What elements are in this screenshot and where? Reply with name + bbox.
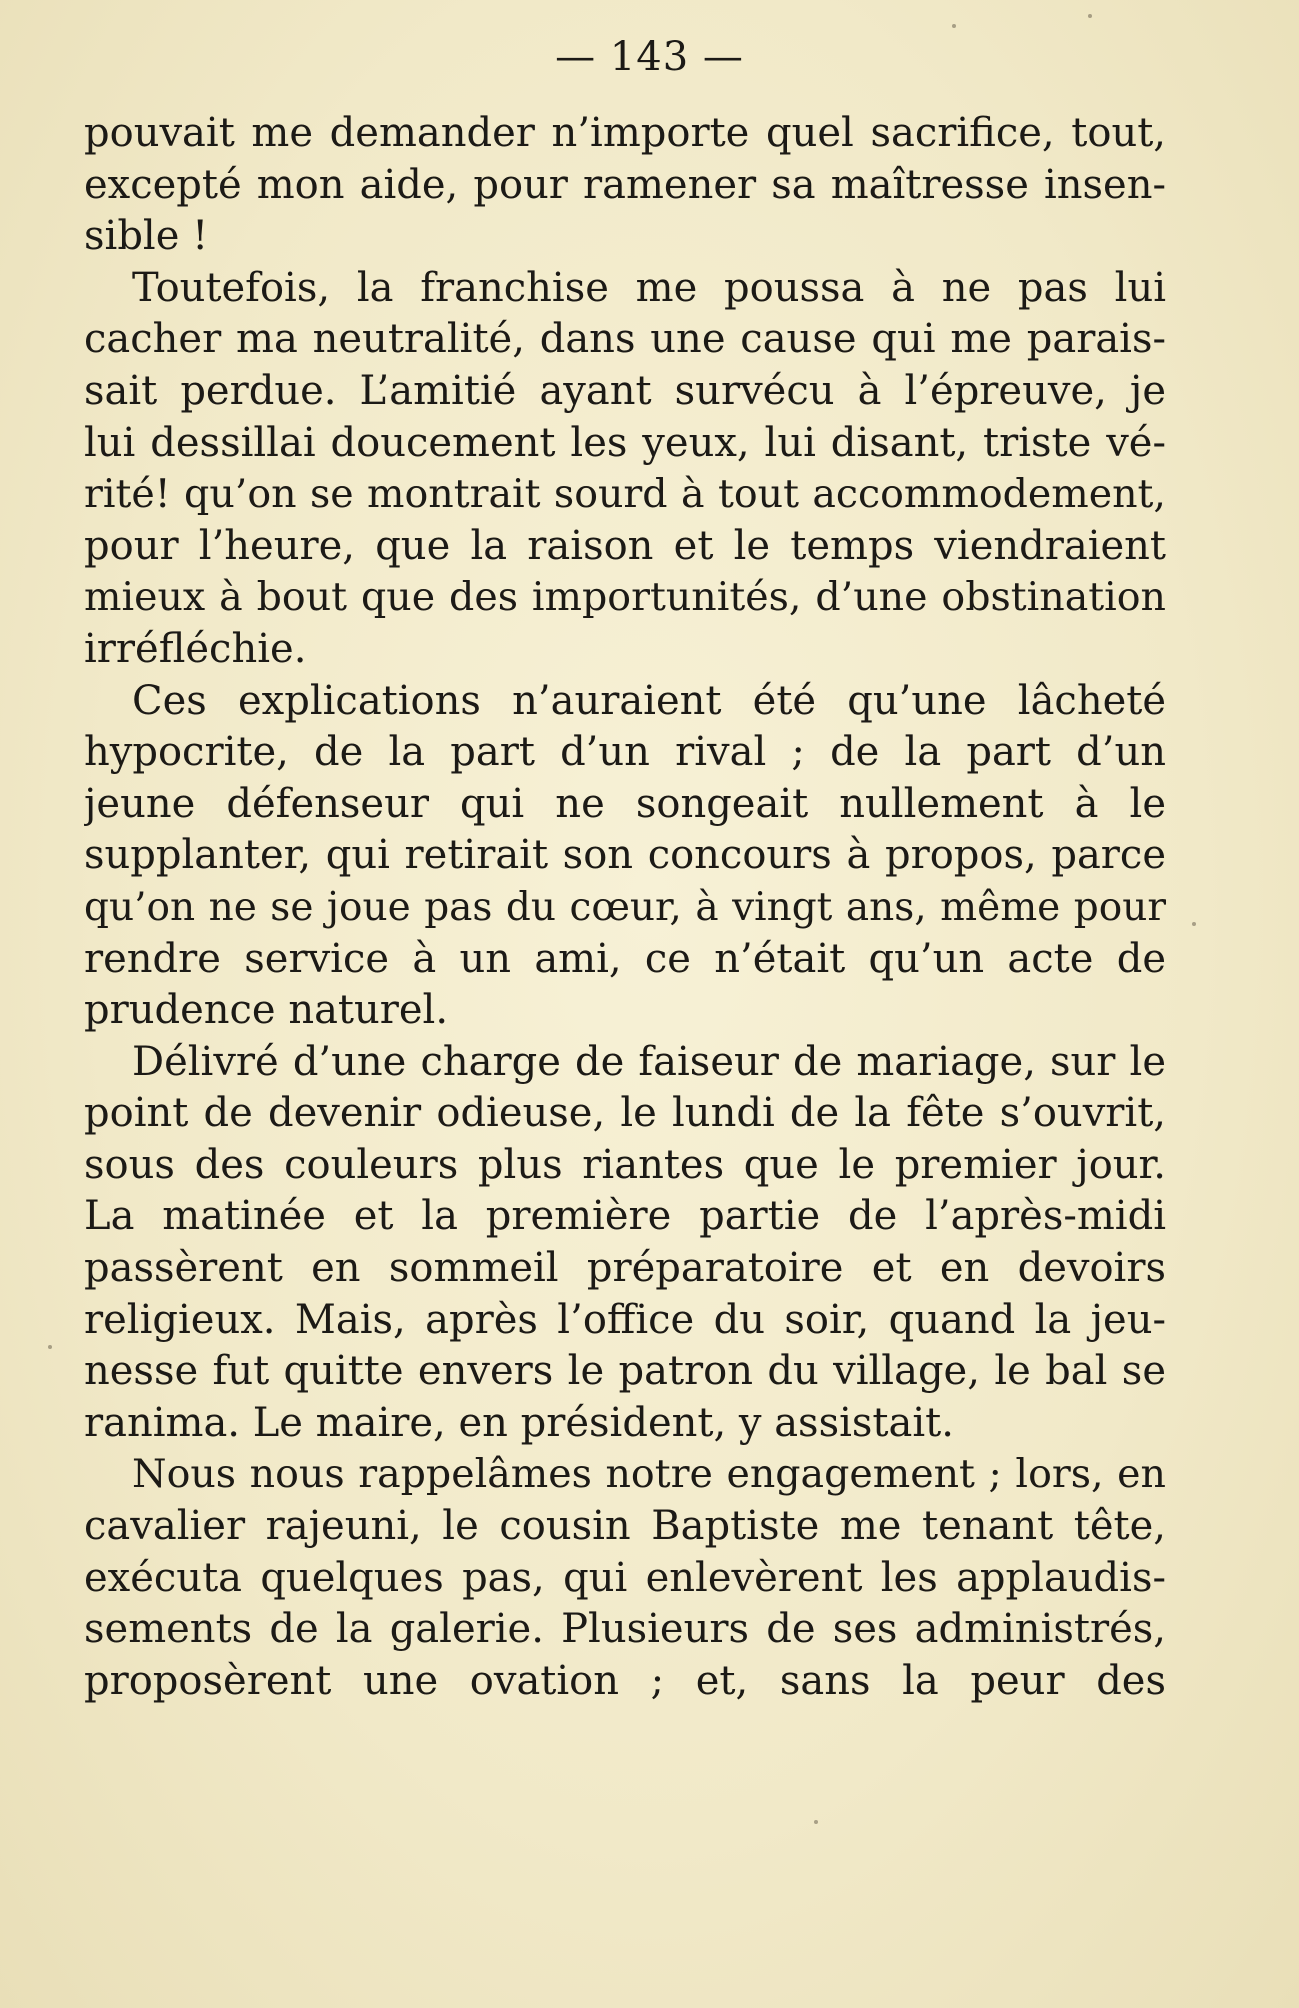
paragraph-first-line: Délivré d’une charge de faiseur de mariage, sur le	[132, 1038, 1166, 1085]
text-line: jeune défenseur qui ne songeait nullement à le	[84, 780, 1166, 827]
text-line: cacher ma neutralité, dans une cause qui me parais-	[84, 316, 1166, 363]
paper-speck	[1192, 922, 1196, 926]
text-line: La matinée et la première partie de l’après-midi	[84, 1193, 1166, 1240]
text-line: supplanter, qui retirait son concours à propos, parce	[84, 832, 1166, 879]
text-line: cavalier rajeuni, le cousin Baptiste me tenant tête,	[84, 1503, 1166, 1550]
text-line: point de devenir odieuse, le lundi de la fête s’ouvrit,	[84, 1090, 1166, 1137]
body-text	[84, 108, 1166, 1707]
page-number: — 143 —	[555, 34, 744, 80]
text-line: hypocrite, de la part d’un rival ; de la part d’un	[84, 729, 1166, 776]
paper-speck	[48, 1345, 52, 1349]
text-line: nesse fut quitte envers le patron du village, le bal se	[84, 1348, 1166, 1395]
text-line: irréfléchie.	[84, 625, 307, 672]
paragraph-first-line: Ces explications n’auraient été qu’une lâcheté	[132, 677, 1166, 724]
text-line: passèrent en sommeil préparatoire et en devoirs	[84, 1245, 1166, 1292]
text-line: pour l’heure, que la raison et le temps viendraient	[84, 522, 1166, 569]
text-line: sible !	[84, 213, 209, 260]
text-line: lui dessillai doucement les yeux, lui disant, triste vé-	[84, 419, 1166, 466]
text-line: mieux à bout que des importunités, d’une obstination	[84, 574, 1166, 621]
paragraph-first-line: Toutefois, la franchise me poussa à ne pas lui	[132, 264, 1166, 311]
text-line: sements de la galerie. Plusieurs de ses administrés,	[84, 1606, 1166, 1653]
text-line: prudence naturel.	[84, 987, 449, 1034]
paper-speck	[814, 1820, 818, 1824]
text-line: sous des couleurs plus riantes que le premier jour.	[84, 1141, 1166, 1188]
text-line: sait perdue. L’amitié ayant survécu à l’épreuve, je	[84, 367, 1166, 414]
text-line: excepté mon aide, pour ramener sa maîtresse insen-	[84, 161, 1166, 208]
text-line: religieux. Mais, après l’office du soir, quand la jeu-	[84, 1296, 1166, 1343]
text-line: qu’on ne se joue pas du cœur, à vingt ans, même pour	[84, 884, 1166, 930]
text-line: proposèrent une ovation ; et, sans la peur des	[84, 1657, 1166, 1704]
text-line: rité! qu’on se montrait sourd à tout accommodement,	[84, 471, 1166, 518]
paragraph-first-line: Nous nous rappelâmes notre engagement ; lors, en	[132, 1451, 1166, 1498]
paper-speck	[952, 24, 956, 28]
text-line: pouvait me demander n’importe quel sacrifice, tout,	[84, 110, 1166, 156]
text-line: ranima. Le maire, en président, y assistait.	[84, 1399, 954, 1446]
text-line: exécuta quelques pas, qui enlevèrent les applaudis-	[84, 1554, 1166, 1601]
text-line: rendre service à un ami, ce n’était qu’un acte de	[84, 935, 1166, 982]
paper-speck	[1088, 14, 1092, 18]
